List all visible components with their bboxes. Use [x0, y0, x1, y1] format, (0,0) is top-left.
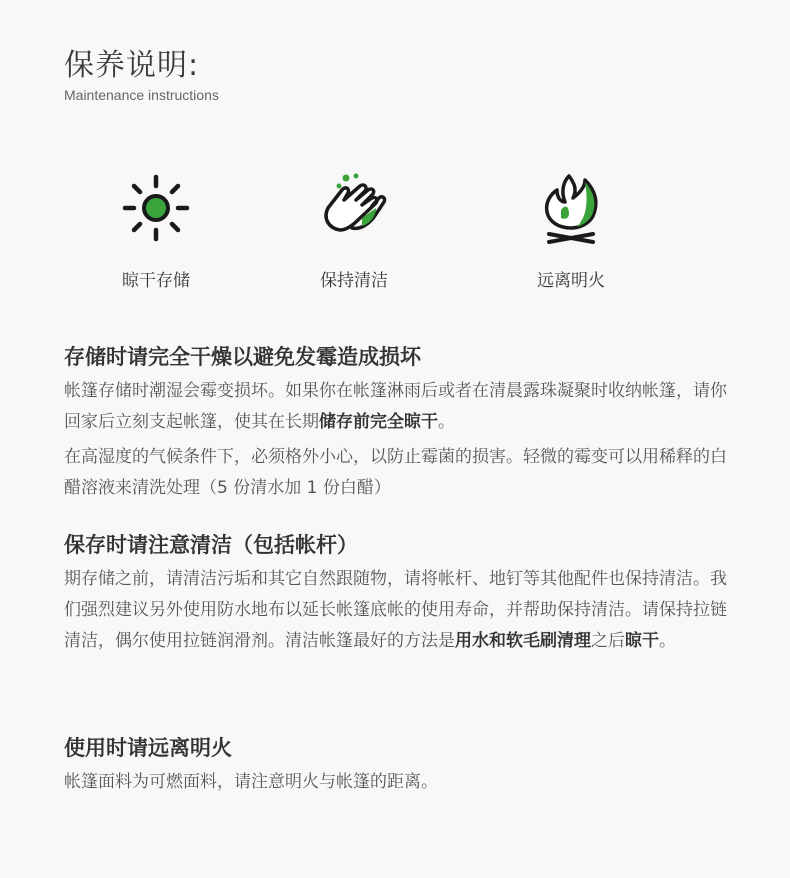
section-paragraph: 在高湿度的气候条件下，必须格外小心，以防止霉菌的损害。轻微的霉变可以用稀释的白醋溶液来清洗处理（5 份清水加 1 份白醋）: [64, 447, 727, 498]
section-paragraph: 帐篷面料为可燃面料，请注意明火与帐篷的距离。: [64, 772, 438, 792]
emphasis-text: 用水和软毛刷清理: [455, 631, 591, 651]
page-subtitle: Maintenance instructions: [64, 87, 219, 103]
care-item-dry-storage: [76, 168, 236, 291]
sun-icon: [116, 168, 196, 248]
section-keep-clean: [64, 530, 734, 657]
care-item-away-from-fire: [491, 168, 651, 291]
care-item-keep-clean: [274, 168, 434, 291]
care-label-away-from-fire: 远离明火: [537, 271, 605, 291]
care-label-dry-storage: 晾干存储: [122, 271, 190, 291]
page-title: 保养说明:: [64, 48, 200, 83]
emphasis-text: 晾干: [625, 631, 659, 651]
section-away-from-fire: [64, 733, 734, 798]
care-label-keep-clean: 保持清洁: [320, 271, 388, 291]
section-paragraph: [64, 564, 734, 657]
emphasis-text: 储存前完全晾干: [319, 412, 438, 432]
washing-hands-icon: [314, 168, 394, 248]
text-run: 。: [659, 631, 676, 651]
section-title: 使用时请远离明火: [64, 736, 232, 760]
text-run: 。: [438, 412, 455, 432]
section-paragraph: [64, 376, 734, 438]
text-run: 之后: [591, 631, 625, 651]
section-title: 存储时请完全干燥以避免发霉造成损坏: [64, 345, 421, 369]
text-run: 期存储之前，请清洁污垢和其它自然跟随物，请将帐杆、地钉等其他配件也保持清洁。我们强烈建议另外使用防水地布以延长帐篷底帐的使用寿命，并帮助保持清洁。请保持拉链清洁，偶尔使用拉链润滑剂。清洁帐篷最好的方法是: [64, 569, 727, 651]
page-header: [64, 48, 219, 103]
section-dry-storage: [64, 342, 734, 504]
section-title: 保存时请注意清洁（包括帐杆）: [64, 533, 358, 557]
text-run: 帐篷存储时潮湿会霉变损坏。如果你在帐篷淋雨后或者在清晨露珠凝聚时收纳帐篷，请你回家后立刻支起帐篷，使其在长期: [64, 381, 727, 432]
care-icons-row: [0, 168, 790, 298]
fire-icon: [531, 168, 611, 248]
